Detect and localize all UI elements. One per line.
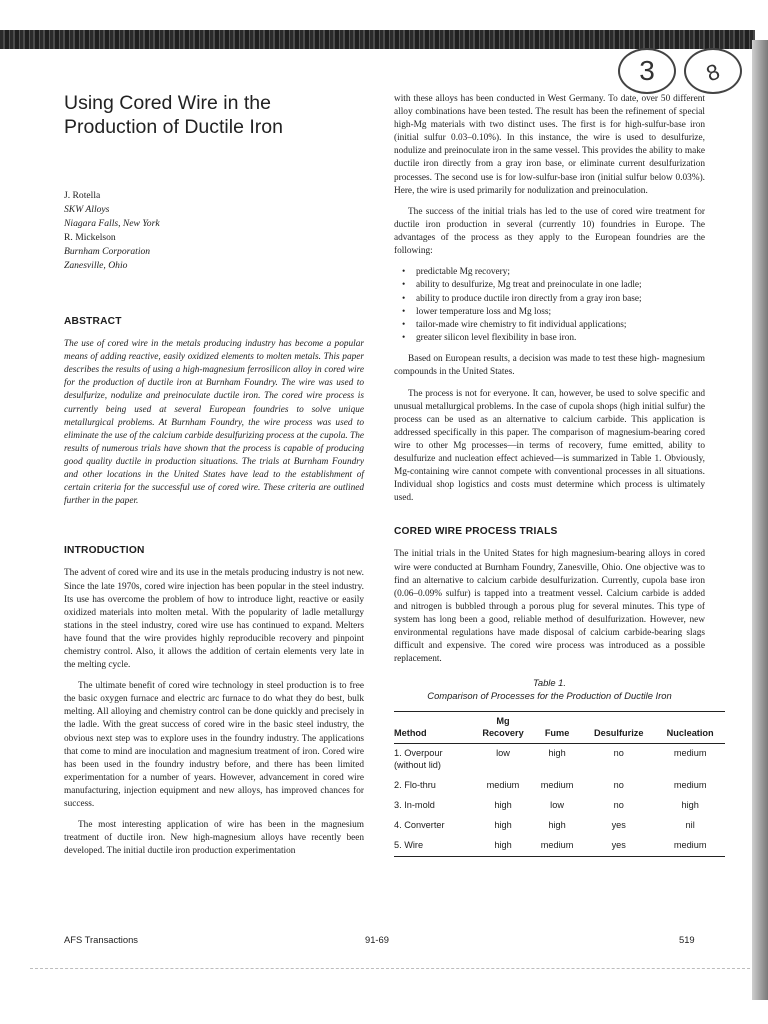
- list-item: • ability to desulfurize, Mg treat and preinoculate in one ladle;: [394, 279, 705, 292]
- table-row: [394, 744, 725, 777]
- column-header: Mg Recovery: [482, 716, 524, 739]
- advantages-list: [394, 266, 705, 345]
- author-location: Zanesville, Ohio: [64, 260, 128, 271]
- table-cell: high: [494, 840, 512, 851]
- page-number-stamps: [618, 48, 744, 94]
- paper-title: Using Cored Wire in the Production of Ductile Iron: [64, 92, 283, 138]
- column-header: Desulfurize: [593, 728, 644, 739]
- stamp-number: 8: [702, 58, 723, 87]
- section-heading: CORED WIRE PROCESS TRIALS: [394, 526, 558, 538]
- list-item: • ability to produce ductile iron directly from a gray iron base;: [394, 293, 705, 306]
- table-cell: no: [613, 780, 624, 791]
- list-item: • greater silicon level flexibility in base iron.: [394, 332, 705, 345]
- body-paragraph: The ultimate benefit of cored wire technology in steel production is to free the basic oxygen furnace and electric arc furnace to do what they do best, bulk melting. All alloying and chemistry control can be done quickly and precisely in the ladle. With the great success of cored wire in the basic steel industry, the obvious next step was to explore uses in the foundry industry. The applications that come to mind are inoculation and magnesium treatment of iron. Cored wire has been used in the foundry industry before, and there has been limited experimentation for a number of years. However, advancement in cored wire manufacturing, injection equipment and new alloys, has improved chances for success.: [64, 681, 364, 809]
- table-row: [394, 836, 725, 857]
- table-cell: nil: [685, 820, 695, 831]
- body-paragraph: The initial trials in the United States for high magnesium-bearing alloys in cored wire were conducted at Burnham Foundry, Zanesville, Ohio. One objective was to find an alternative to calcium carbide desulfurization. Currently, cupola base iron (0.06–0.09% sulfur) is tapped into a treatment vessel. Calcium carbide is added and nitrogen is bubbled through a porous plug for several minutes. This type of system has long been a good, reliable method of desulfurization. However, new environmental regulations have made disposal of calcium carbide-bearing slags difficult and expensive. The cored wire process was introduced as a possible replacement.: [394, 549, 705, 665]
- table-cell: no: [613, 800, 624, 811]
- table-cell: medium: [540, 780, 574, 791]
- footer-journal: AFS Transactions: [64, 934, 138, 945]
- abstract-heading: ABSTRACT: [64, 316, 122, 327]
- column-header: Fume: [544, 728, 570, 739]
- column-header: Nucleation: [666, 728, 714, 739]
- table-title: Comparison of Processes for the Production of Ductile Iron: [427, 690, 672, 702]
- list-item: • predictable Mg recovery;: [394, 266, 705, 279]
- table-cell: 1. Overpour (without lid): [394, 748, 443, 771]
- table-cell: medium: [673, 780, 707, 791]
- author-line: J. Rotella: [64, 190, 101, 201]
- table-cell: high: [494, 820, 512, 831]
- body-paragraph: with these alloys has been conducted in West Germany. To date, over 50 different alloy combinations have been tested. The result has been the refinement of special high-Mg materials with two distinct uses. The first is for high-sulfur-base iron (initial sulfur 0.03–0.10%). In this instance, the wire is used to desulfurize, nodulize and preinoculate iron in the same vessel. This provides the ability to make ductile iron directly from a gray iron base, or eliminate current desulfurization processes. The second use is for low-sulfur-base iron (initial sulfur below 0.03%). Here, the wire is used primarily for nodulization and preinoculation.: [394, 94, 705, 196]
- body-paragraph: The most interesting application of wire has been in the magnesium treatment of ductile iron. New high-magnesium alloys have recently been developed. The initial ductile iron production experimentation: [64, 820, 364, 857]
- table-cell: high: [548, 820, 566, 831]
- left-column: [64, 92, 364, 866]
- table-cell: 4. Converter: [394, 820, 445, 831]
- scan-page-edge: [752, 40, 768, 1000]
- scan-noise: [30, 968, 750, 973]
- table-row: [394, 796, 725, 816]
- comparison-table: [394, 711, 725, 857]
- list-item: • tailor-made wire chemistry to fit individual applications;: [394, 319, 705, 332]
- table-cell: yes: [611, 840, 626, 851]
- table-cell: low: [496, 748, 510, 759]
- table-cell: medium: [673, 748, 707, 759]
- table-cell: 2. Flo-thru: [394, 780, 436, 791]
- author-affiliation: Burnham Corporation: [64, 246, 151, 257]
- stamp-circle: [684, 48, 742, 94]
- table-cell: 5. Wire: [394, 840, 424, 851]
- author-location: Niagara Falls, New York: [64, 218, 160, 229]
- body-paragraph: Based on European results, a decision was made to test these high- magnesium compounds in the United States.: [394, 354, 705, 378]
- scan-edge-artifact: [0, 30, 755, 49]
- table-row: [394, 776, 725, 796]
- abstract-text: The use of cored wire in the metals producing industry has become a popular means of adding reactive, easily oxidized elements to molten metals. This paper describes the results of using a high-magnesium ferrosilicon alloy in cored wire for the production of ductile iron at Burnham Foundry. The wire was used to desulfurize, nodulize and preinoculate ductile iron. The cored wire process is currently being used at several European foundries to solve unique metallurgical problems. At Burnham Foundry, the wire process was used to eliminate the use of the calcium carbide desulfurizing process at the cupola. The results of numerous trials have shown that the process is capable of producing good quality ductile in production situations. The trials at Burnham Foundry and other locations in the United States have lead to the establishment of certain criteria for the successful use of cored wire. These criteria are outlined further in the paper.: [64, 339, 364, 507]
- body-paragraph: The success of the initial trials has led to the use of cored wire treatment for ductile iron production in several (currently 10) foundries in Europe. The advantages of the process as they apply to the European foundries are the following:: [394, 206, 705, 257]
- stamp-circle: [618, 48, 676, 94]
- author-line: R. Mickelson: [64, 232, 116, 243]
- table-cell: high: [548, 748, 566, 759]
- body-paragraph: The process is not for everyone. It can, however, be used to solve specific and unusual metallurgical problems. In the case of cupola shops (high initial sulfur) the process can be used as an alternative to calcium carbide. This application is addressed specifically in this paper. The comparison of magnesium-bearing cored wire to other Mg processes—in terms of recovery, fume emitted, ability to desulfurize and nucleation effect achieved—is summarized in Table 1. Obviously, Mg-containing wire cannot compete with conventional processes in all situations. Individual shop logistics and costs must determine which process is ultimately used.: [394, 388, 705, 504]
- stamp-number: 3: [639, 55, 655, 86]
- table-cell: medium: [486, 780, 520, 791]
- table-number: Table 1.: [532, 677, 566, 689]
- table-cell: 3. In-mold: [394, 800, 435, 811]
- footer-paper-number: 91-69: [365, 934, 389, 945]
- table-row: [394, 816, 725, 836]
- author-affiliation: SKW Alloys: [64, 204, 110, 215]
- author-block: [64, 189, 364, 273]
- introduction-heading: INTRODUCTION: [64, 545, 145, 557]
- table-cell: yes: [611, 820, 626, 831]
- body-paragraph: The advent of cored wire and its use in the metals producing industry is not new. Since the late 1970s, cored wire injection has been popular in the steel industry. Its use has overcome the problem of how to introduce light, reactive or easily oxidized materials into molten metal. With the popularity of ladle metallurgy stations in the steel industry, cored wire use has continued to expand. Melters have found that the wire provides highly reproducible recovery and pinpoint chemistry control. Also, it allows the addition of certain elements very late in the melting cycle.: [64, 568, 364, 671]
- table-cell: low: [550, 800, 564, 811]
- right-column: [394, 93, 714, 857]
- table-cell: medium: [540, 840, 574, 851]
- table-caption: [394, 676, 705, 702]
- table-header-row: [394, 712, 725, 744]
- table-cell: medium: [673, 840, 707, 851]
- column-header: Method: [394, 728, 427, 739]
- table-cell: high: [681, 800, 699, 811]
- table-cell: high: [494, 800, 512, 811]
- list-item: • lower temperature loss and Mg loss;: [394, 306, 705, 319]
- table-cell: no: [613, 748, 624, 759]
- footer-page-number: 519: [679, 934, 695, 945]
